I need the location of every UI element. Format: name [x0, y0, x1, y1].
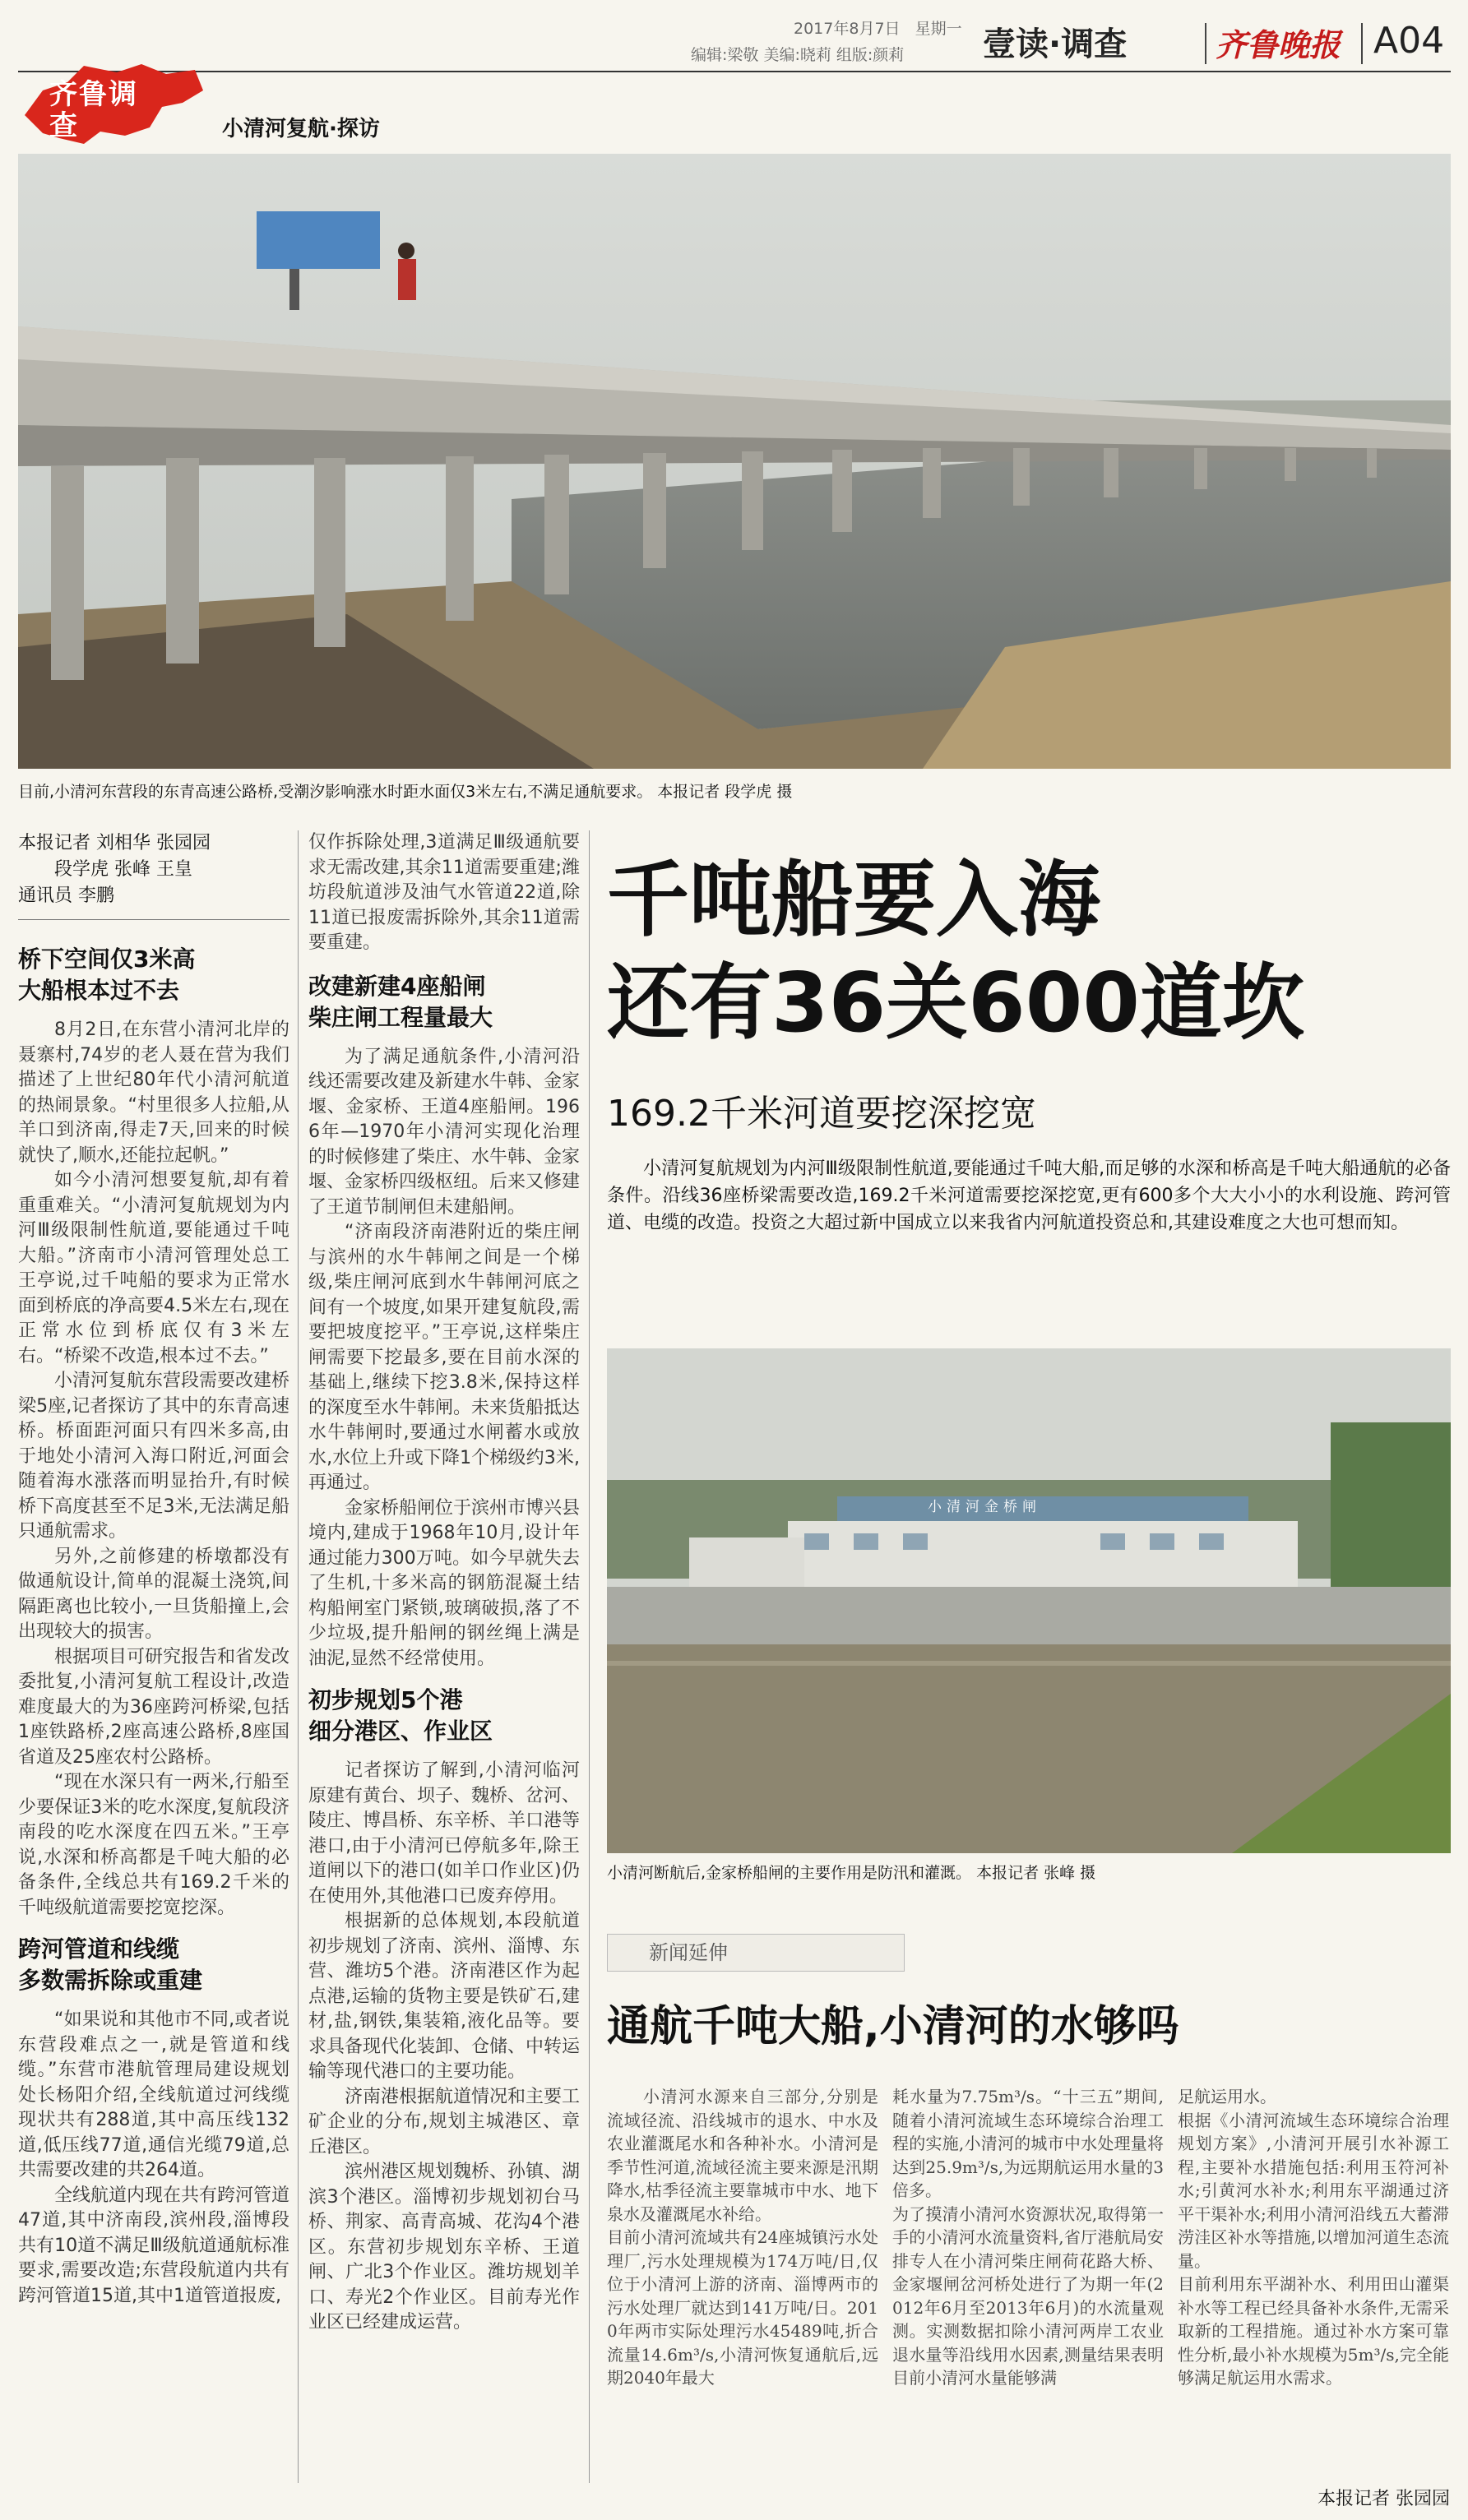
bottom-col2-text: 耗水量为7.75m³/s。“十三五”期间,随着小清河流域生态环境综合治理工程的实施,小清河的城市中水处理量将达到25.9m³/s,为远期航运用水量的3倍多。 为了摸清小清河水资源状况,取得第一手的小清河水流量资料,省厅港航局安排专人在小清河柴庄闸荷花路大桥、金家堰闸岔河桥处进行了为期一年(2012年6月至2013年6月)的水流量观测。实测数据扣除小清河两岸工农业退水量等沿线用水因素,测量结果表明目前小清河水量能够满 [892, 2087, 1164, 2388]
headline2: 通航千吨大船,小清河的水够吗 [607, 2002, 1179, 2051]
bottom-col1-text: 小清河水源来自三部分,分别是流域径流、沿线城市的退水、中水及农业灌溉尾水和各种补水。小清河是季节性河道,流域径流主要来源是汛期降水,枯季径流主要靠城市中水、地下泉水及灌溉尾水补给。 目前小清河流域共有24座城镇污水处理厂,污水处理规模为174万吨/日,仅位于小清河上游的济南、淄博两市的污水处理厂就达到141万吨/日。2010年两市实际处理污水45489吨,折合流量14.6m³/s,小清河恢复通航后,远期2040年最大 [607, 2087, 878, 2388]
col2-subhead-1: 改建新建4座船闸 柴庄闸工程量最大 [308, 972, 493, 1031]
bottom-col-2 [892, 2085, 1164, 2390]
header-divider-1 [1205, 23, 1206, 64]
headline-line1: 千吨船要入海 [607, 852, 1100, 948]
col1-para-5: 根据项目可研究报告和省发改委批复,小清河复航工程设计,改造难度最大的为36座跨河桥梁,包括1座铁路桥,2座高速公路桥,8座国省道及25座农村公路桥。 [18, 1646, 290, 1768]
bylines [18, 830, 289, 909]
col1-para-3: 小清河复航东营段需要改建桥梁5座,记者探访了其中的东青高速桥。桥面距河面只有四米多高,由于地处小清河入海口附近,河面会随着海水涨落而明显抬升,有时候桥下高度甚至不足3米,无法满足船只通航需求。 [18, 1371, 290, 1542]
sluice-photo-image [607, 1348, 1451, 1853]
col2-para-7: 滨州港区规划魏桥、孙镇、湖滨3个港区。淄博初步规划初台马桥、荆家、高青高城、花沟4个港区。东营初步规划东辛桥、王道闸、广北3个作业区。潍坊规划羊口、寿光2个作业区。目前寿光作业区已经建成运营。 [308, 2162, 581, 2333]
col1-para-1: 8月2日,在东营小清河北岸的聂寨村,74岁的老人聂在营为我们描述了上世纪80年代小清河航道的热闹景象。“村里很多人拉船,从羊口到济南,得走7天,回来的时候就快了,顺水,还能拉起帆。” [18, 1020, 289, 1166]
bridge-photo-image [18, 154, 1451, 769]
col1-para-4: 另外,之前修建的桥墩都没有做通航设计,简单的混凝土浇筑,间隔距离也比较小,一旦货船撞上,会出现较大的损害。 [18, 1546, 289, 1642]
col2-para-6: 济南港根据航道情况和主要工矿企业的分布,规划主城港区、章丘港区。 [308, 2086, 581, 2157]
byline-1: 本报记者 刘相华 张园园 [18, 833, 211, 853]
byline-2: 段学虎 张峰 王皇 [54, 859, 192, 880]
paper-name: 齐鲁晚报 [1216, 26, 1341, 63]
col2-para-0: 仅作拆除处理,3道满足Ⅲ级通航要求无需改建,其余11道需要重建;潍坊段航道涉及油气水管道22道,除11道已报废需拆除外,其余11道需要重建。 [308, 832, 580, 953]
col1-para-6: “现在水深只有一两米,行船至少要保证3米的吃水深度,复航段济南段的吃水深度在四五米。”王亭说,水深和桥高都是千吨大船的必备条件,全线总共有169.2千米的千吨级航道需要挖宽挖深。 [18, 1772, 289, 1918]
lead-text: 小清河复航规划为内河Ⅲ级限制性航道,要能通过千吨大船,而足够的水深和桥高是千吨大船通航的必备条件。沿线36座桥梁需要改造,169.2千米河道需要挖深挖宽,更有600多个大大小小的水利设施、跨河管道、电缆的改造。投资之大超过新中国成立以来我省内河航道投资总和,其建设难度之大也可想而知。 [607, 1158, 1451, 1233]
section-title: 壹读·调查 [983, 25, 1128, 63]
byline-rule [18, 919, 289, 920]
bridge-photo [18, 154, 1451, 769]
col1-para-7: “如果说和其他市不同,或者说东营段难点之一,就是管道和线缆。”东营市港航管理局建设规划处长杨阳介绍,全线航道过河线缆现状共有288道,其中高压线132道,低压线77道,通信光缆79道,总共需要改建的共264道。 [18, 2009, 289, 2180]
col2-para-2: “济南段济南港附近的柴庄闸与滨州的水牛韩闸之间是一个梯级,柴庄闸河底到水牛韩闸河底之间有一个坡度,如果开建复航段,需要把坡度挖平。”王亭说,这样柴庄闸需要下挖最多,要在目前水深的基础上,继续下挖3.8米,保持这样的深度至水牛韩闸。未来货船抵达水牛韩闸时,要通过水闸蓄水或放水,水位上升或下降1个梯级约3米,再通过。 [308, 1222, 581, 1493]
header-rule [18, 71, 1451, 72]
photo1-caption: 目前,小清河东营段的东青高速公路桥,受潮汐影响涨水时距水面仅3米左右,不满足通航要求。 本报记者 段学虎 摄 [18, 783, 793, 801]
page-number: A04 [1373, 20, 1445, 62]
header-divider-2 [1361, 23, 1363, 64]
lead-paragraph [607, 1155, 1451, 1237]
header-date [794, 16, 962, 39]
news-ext-label: 新闻延伸 [607, 1934, 905, 1972]
qilu-logo [18, 58, 207, 148]
col1-para-8: 全线航道内现在共有跨河管道47道,其中济南段,滨州段,淄博段共有10道不满足Ⅲ级航道通航标准要求,需要改造;东营段航道内共有跨河管道15道,其中1道管道报废, [18, 2185, 290, 2306]
header-weekday: 星期一 [915, 20, 962, 38]
photo2-caption: 小清河断航后,金家桥船闸的主要作用是防汛和灌溉。 本报记者 张峰 摄 [607, 1864, 1096, 1882]
headline-line2: 还有36关600道坎 [607, 955, 1304, 1051]
bottom-credit: 本报记者 张园园 [1317, 2489, 1450, 2509]
bottom-col-3 [1178, 2085, 1449, 2390]
bottom-col3-text: 足航运用水。 根据《小清河流域生态环境综合治理规划方案》,小清河开展引水补源工程,主要补水措施包括:利用玉符河补水;引黄河水补水;利用东平湖通过济平干渠补水;利用小清河沿线五大蓄滞涝洼区补水等措施,以增加河道生态流量。 目前利用东平湖补水、利用田山灌渠补水等工程已经具备补水条件,无需采取新的工程措施。通过补水方案可靠性分析,最小补水规模为5m³/s,完全能够满足航运用水需求。 [1178, 2087, 1449, 2388]
col1-para-2: 如今小清河想要复航,却有着重重难关。“小清河复航规划为内河Ⅲ级限制性航道,要能通过千吨大船。”济南市小清河管理处总工王亭说,过千吨船的要求为正常水面到桥底的净高要4.5米左右,现在正常水位到桥底仅有3米左右。“桥梁不改造,根本过不去。” [18, 1170, 289, 1366]
bottom-col-1 [607, 2085, 878, 2390]
col2-para-4: 记者探访了解到,小清河临河原建有黄台、坝子、魏桥、岔河、陵庄、博昌桥、东辛桥、羊口港等港口,由于小清河已停航多年,除王道闸以下的港口(如羊口作业区)仍在使用外,其他港口已废弃停用。 [308, 1760, 581, 1907]
col1-subhead-2: 跨河管道和线缆 多数需拆除或重建 [18, 1935, 203, 1994]
logo-text: 齐鲁调查 [49, 78, 138, 142]
sluice-photo [607, 1348, 1451, 1853]
headline-sub: 169.2千米河道要挖深挖宽 [607, 1093, 1036, 1135]
column-2 [308, 830, 580, 2336]
header-date-text: 2017年8月7日 [794, 20, 901, 38]
col2-para-3: 金家桥船闸位于滨州市博兴县境内,建成于1968年10月,设计年通过能力300万吨。如今早就失去了生机,十多米高的钢筋混凝土结构船闸室门紧锁,玻璃破损,落了不少垃圾,提升船闸的钢丝绳上满是油泥,显然不经常使用。 [308, 1497, 581, 1669]
byline-3: 通讯员 李鹏 [18, 885, 114, 906]
series-label: 小清河复航·探访 [222, 117, 380, 141]
header-staff: 编辑:梁敬 美编:晓莉 组版:颜莉 [691, 46, 905, 64]
col1-subhead-1: 桥下空间仅3米高 大船根本过不去 [18, 946, 196, 1004]
column-1 [18, 944, 289, 2309]
col2-subhead-2: 初步规划5个港 细分港区、作业区 [308, 1686, 493, 1745]
col-divider-2 [589, 830, 590, 2483]
sluice-sign: 小清河金桥闸 [928, 1499, 1041, 1515]
col-divider-1 [298, 830, 299, 2483]
col2-para-5: 根据新的总体规划,本段航道初步规划了济南、滨州、淄博、东营、潍坊5个港。济南港区作为起点港,运输的货物主要是铁矿石,建材,盐,钢铁,集装箱,液化品等。要求具备现代化装卸、仓储、中转运输等现代港口的主要功能。 [308, 1911, 581, 2082]
col2-para-1: 为了满足通航条件,小清河沿线还需要改建及新建水牛韩、金家堰、金家桥、王道4座船闸。1966年—1970年小清河实现化治理的时候修建了柴庄、水牛韩、金家堰、金家桥四级枢纽。后来又修建了王道节制闸但未建船闸。 [308, 1046, 581, 1218]
